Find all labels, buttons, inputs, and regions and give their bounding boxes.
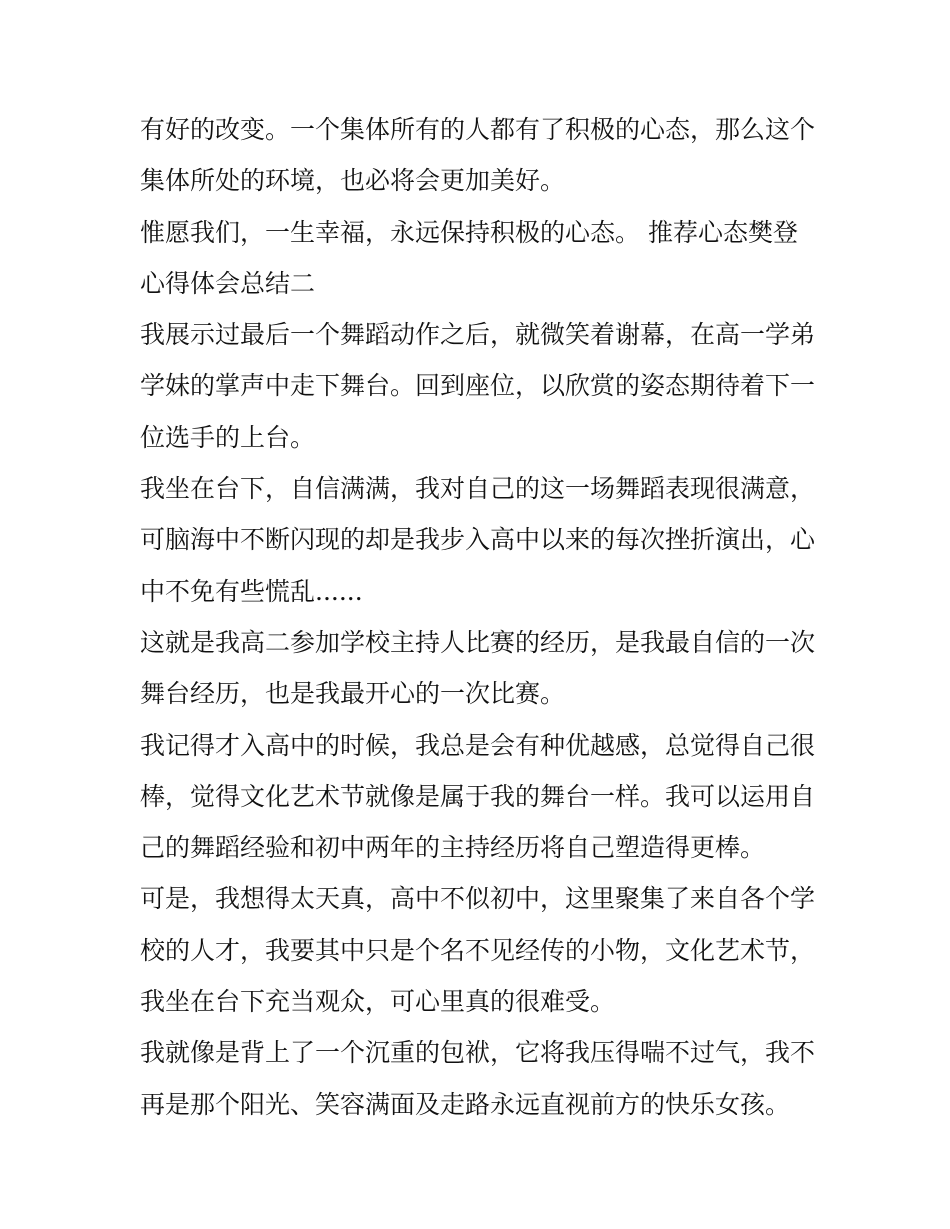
text-line: 我展示过最后一个舞蹈动作之后，就微笑着谢幕，在高一学弟 bbox=[140, 320, 816, 350]
text-line: 可是，我想得太天真，高中不似初中，这里聚集了来自各个学 bbox=[140, 884, 816, 914]
text-line: 惟愿我们，一生幸福，永远保持积极的心态。 推荐心态樊登 bbox=[140, 217, 798, 247]
text-line: 校的人才，我要其中只是个名不见经传的小物，文化艺术节， bbox=[140, 935, 816, 965]
text-line: 中不免有些慌乱...... bbox=[140, 576, 363, 606]
text-line: 舞台经历，也是我最开心的一次比赛。 bbox=[140, 679, 566, 709]
text-line: 可脑海中不断闪现的却是我步入高中以来的每次挫折演出，心 bbox=[140, 525, 816, 555]
text-line: 我记得才入高中的时候，我总是会有种优越感，总觉得自己很 bbox=[140, 730, 816, 760]
text-line: 位选手的上台。 bbox=[140, 422, 316, 452]
text-line: 我坐在台下充当观众，可心里真的很难受。 bbox=[140, 987, 616, 1017]
text-line: 我就像是背上了一个沉重的包袱，它将我压得喘不过气，我不 bbox=[140, 1038, 816, 1068]
text-line: 再是那个阳光、笑容满面及走路永远直视前方的快乐女孩。 bbox=[140, 1089, 791, 1119]
text-line: 集体所处的环境，也必将会更加美好。 bbox=[140, 166, 566, 196]
section-heading: 心得体会总结二 bbox=[140, 268, 316, 298]
text-line: 学妹的掌声中走下舞台。回到座位，以欣赏的姿态期待着下一 bbox=[140, 371, 816, 401]
text-line: 己的舞蹈经验和初中两年的主持经历将自己塑造得更棒。 bbox=[140, 833, 766, 863]
text-line: 这就是我高二参加学校主持人比赛的经历，是我最自信的一次 bbox=[140, 627, 816, 657]
document-body bbox=[140, 104, 820, 1130]
text-line: 我坐在台下，自信满满，我对自己的这一场舞蹈表现很满意， bbox=[140, 474, 816, 504]
text-line: 棒，觉得文化艺术节就像是属于我的舞台一样。我可以运用自 bbox=[140, 781, 816, 811]
text-line: 有好的改变。一个集体所有的人都有了积极的心态，那么这个 bbox=[140, 115, 816, 144]
